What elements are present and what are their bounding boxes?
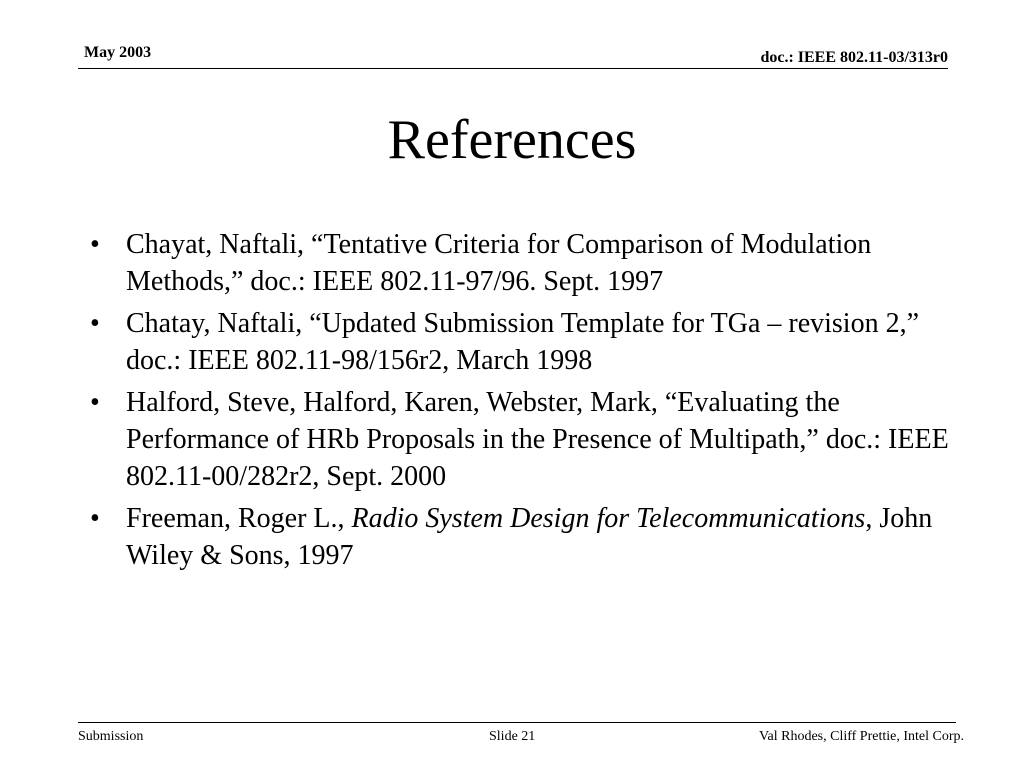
bullet: • bbox=[90, 308, 100, 339]
footer-rule bbox=[78, 722, 956, 723]
header-date: May 2003 bbox=[84, 44, 152, 61]
footer-slide-number: Slide 21 bbox=[489, 729, 536, 744]
reference-item bbox=[90, 500, 950, 574]
reference-item bbox=[90, 305, 950, 379]
reference-text: Halford, Steve, Halford, Karen, Webster, Mark, “Evaluating the Performance of HRb Proposals in the Presence of Multipath,” doc.: IEEE 802.11-00/282r2, Sept. 2000 bbox=[126, 387, 949, 492]
reference-item bbox=[90, 226, 950, 300]
references-list bbox=[90, 226, 950, 579]
reference-item bbox=[90, 384, 950, 495]
footer-submission: Submission bbox=[78, 729, 144, 744]
reference-author: Freeman, Roger L., bbox=[126, 503, 352, 534]
bullet: • bbox=[90, 503, 100, 534]
header-doc-id: doc.: IEEE 802.11-03/313r0 bbox=[760, 49, 948, 66]
bullet: • bbox=[90, 387, 100, 418]
reference-publisher: , John Wiley & Sons, 1997 bbox=[126, 503, 933, 571]
slide-title: References bbox=[387, 109, 637, 171]
reference-book-title: Radio System Design for Telecommunications bbox=[351, 503, 866, 534]
reference-text: Chayat, Naftali, “Tentative Criteria for Comparison of Modulation Methods,” doc.: IEEE 802.11-97/96. Sept. 1997 bbox=[126, 229, 872, 297]
reference-text: Chatay, Naftali, “Updated Submission Template for TGa – revision 2,” doc.: IEEE 802.11-98/156r2, March 1998 bbox=[126, 308, 920, 376]
bullet: • bbox=[90, 229, 100, 260]
footer-authors: Val Rhodes, Cliff Prettie, Intel Corp. bbox=[758, 729, 964, 744]
header-rule bbox=[78, 68, 948, 69]
